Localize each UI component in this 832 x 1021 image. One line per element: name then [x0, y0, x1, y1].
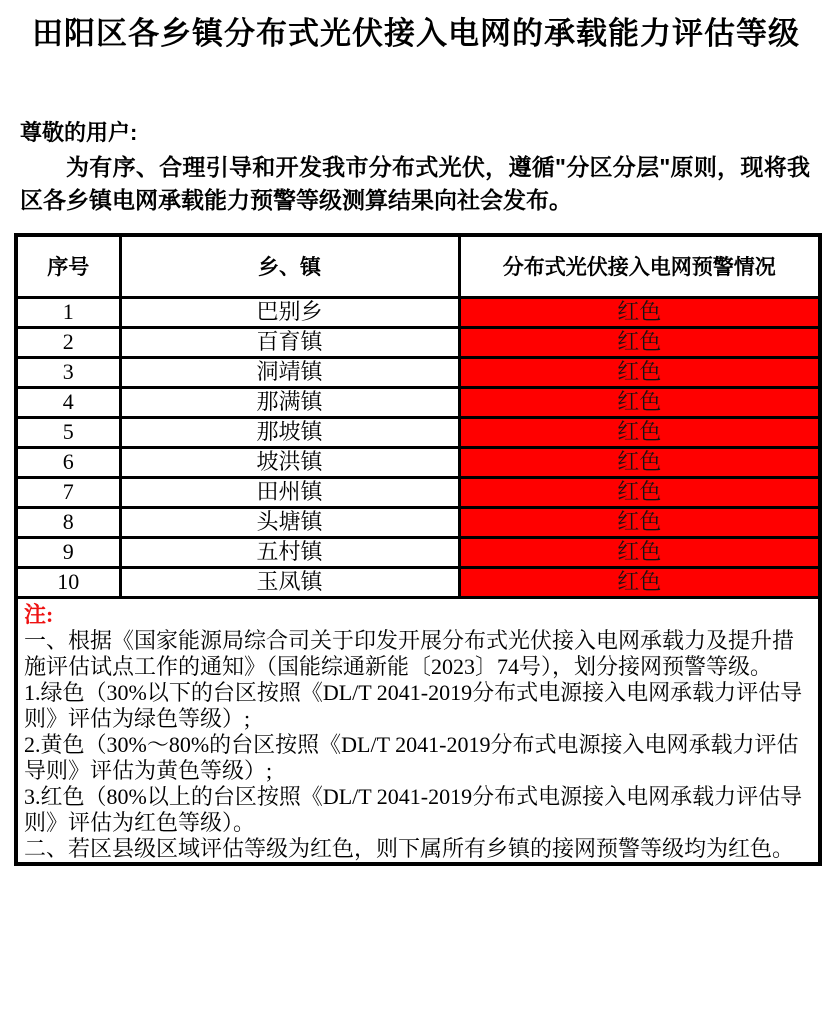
town-name-cell: 坡洪镇 [120, 447, 459, 477]
row-index-cell: 8 [16, 507, 120, 537]
header-cell-town: 乡、镇 [120, 235, 459, 297]
row-index-cell: 3 [16, 357, 120, 387]
table-row [16, 297, 820, 327]
notes-cell [16, 597, 820, 864]
table-row [16, 477, 820, 507]
row-index-cell: 2 [16, 327, 120, 357]
notes-row [16, 597, 820, 864]
row-index-cell: 1 [16, 297, 120, 327]
header-cell-index: 序号 [16, 235, 120, 297]
status-cell: 红色 [459, 327, 820, 357]
town-name-cell: 洞靖镇 [120, 357, 459, 387]
row-index-cell: 10 [16, 567, 120, 597]
town-name-cell: 头塘镇 [120, 507, 459, 537]
table-row [16, 327, 820, 357]
town-name-cell: 田州镇 [120, 477, 459, 507]
status-cell: 红色 [459, 567, 820, 597]
status-cell: 红色 [459, 357, 820, 387]
town-name-cell: 巴别乡 [120, 297, 459, 327]
row-index-cell: 9 [16, 537, 120, 567]
note-item-4: 3.红色（80%以上的台区按照《DL/T 2041-2019分布式电源接入电网承载力评估导则》评估为红色等级）。 [24, 783, 803, 835]
town-name-cell: 那坡镇 [120, 417, 459, 447]
table-row [16, 537, 820, 567]
town-name-cell: 那满镇 [120, 387, 459, 417]
table-row [16, 387, 820, 417]
intro-paragraph: 为有序、合理引导和开发我市分布式光伏，遵循"分区分层"原则，现将我区各乡镇电网承载能力预警等级测算结果向社会发布。 [20, 154, 810, 213]
greeting-line: 尊敬的用户: [20, 120, 138, 145]
table-row [16, 447, 820, 477]
table-header-row [16, 235, 820, 297]
status-cell: 红色 [459, 537, 820, 567]
town-name-cell: 百育镇 [120, 327, 459, 357]
status-cell: 红色 [459, 387, 820, 417]
table-row [16, 357, 820, 387]
row-index-cell: 4 [16, 387, 120, 417]
status-cell: 红色 [459, 297, 820, 327]
status-cell: 红色 [459, 417, 820, 447]
row-index-cell: 7 [16, 477, 120, 507]
note-item-3: 2.黄色（30%～80%的台区按照《DL/T 2041-2019分布式电源接入电网承载力评估导则》评估为黄色等级）; [24, 731, 799, 783]
row-index-cell: 5 [16, 417, 120, 447]
table-row [16, 567, 820, 597]
note-item-1: 一、根据《国家能源局综合司关于印发开展分布式光伏接入电网承载力及提升措施评估试点工作的通知》（国能综通新能〔2023〕74号），划分接网预警等级。 [24, 627, 795, 679]
note-item-5: 二、若区县级区域评估等级为红色，则下属所有乡镇的接网预警等级均为红色。 [24, 835, 795, 861]
status-cell: 红色 [459, 477, 820, 507]
note-item-2: 1.绿色（30%以下的台区按照《DL/T 2041-2019分布式电源接入电网承载力评估导则》评估为绿色等级）; [24, 679, 803, 731]
table-row [16, 507, 820, 537]
town-name-cell: 五村镇 [120, 537, 459, 567]
row-index-cell: 6 [16, 447, 120, 477]
status-cell: 红色 [459, 507, 820, 537]
page-title: 田阳区各乡镇分布式光伏接入电网的承载能力评估等级 [32, 16, 800, 51]
notes-label: 注: [24, 601, 54, 627]
header-cell-status: 分布式光伏接入电网预警情况 [459, 235, 820, 297]
evaluation-table [14, 233, 822, 866]
status-cell: 红色 [459, 447, 820, 477]
town-name-cell: 玉凤镇 [120, 567, 459, 597]
table-row [16, 417, 820, 447]
document-page [0, 14, 832, 1021]
